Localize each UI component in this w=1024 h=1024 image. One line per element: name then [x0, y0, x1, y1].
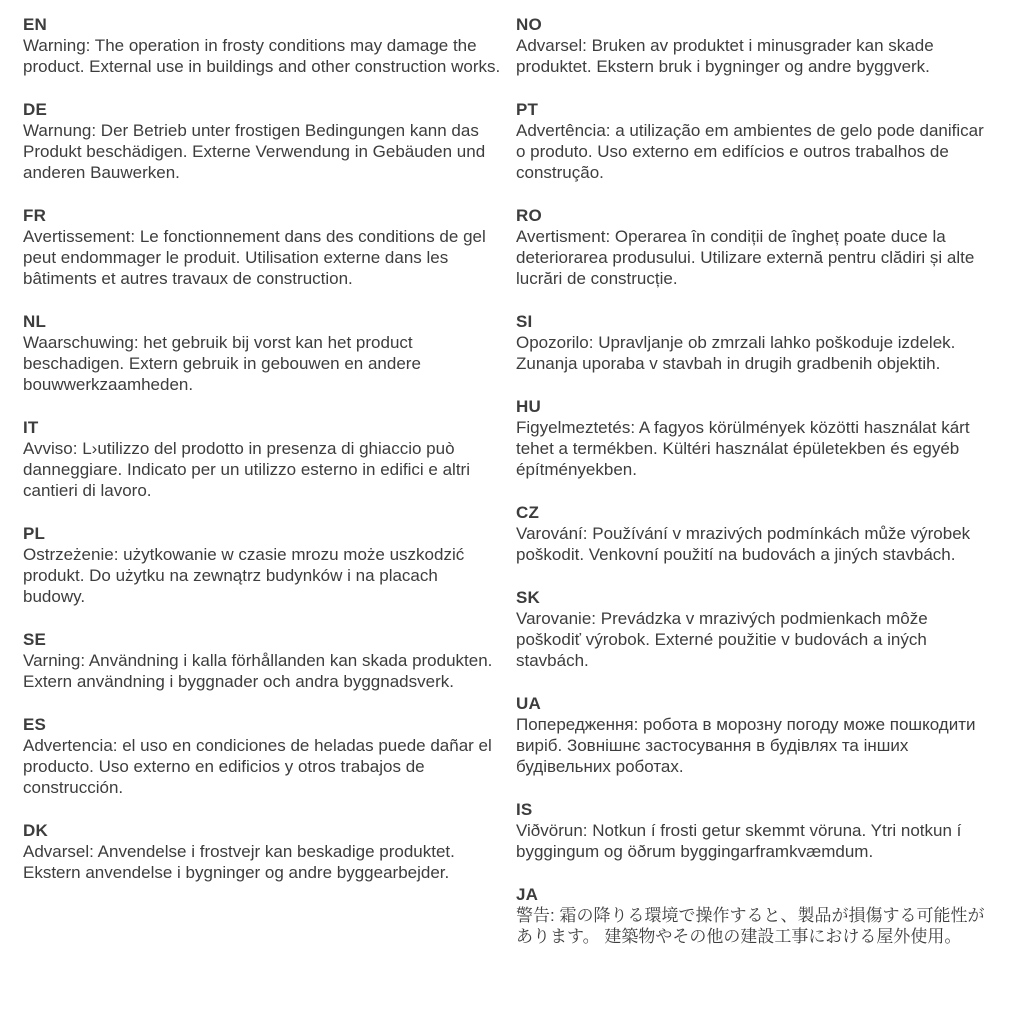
- lang-section-es: [23, 714, 503, 798]
- lang-section-ua: [516, 693, 996, 777]
- warning-text-is: Viðvörun: Notkun í frosti getur skemmt vöruna. Ytri notkun í byggingum og öðrum byggingarframkvæmdum.: [516, 821, 962, 861]
- warning-text-de: Warnung: Der Betrieb unter frostigen Bedingungen kann das Produkt beschädigen. Externe Verwendung in Gebäuden und anderen Bauwerken.: [23, 121, 486, 182]
- column-left: [23, 14, 503, 905]
- lang-section-ja: [516, 884, 996, 947]
- lang-code-pl: PL: [23, 524, 46, 543]
- warning-notice-page: [23, 14, 996, 969]
- lang-section-ro: [516, 205, 996, 289]
- lang-section-si: [516, 311, 996, 374]
- lang-code-si: SI: [516, 312, 533, 331]
- warning-text-en: Warning: The operation in frosty conditions may damage the product. External use in buildings and other construction works.: [23, 36, 501, 76]
- lang-section-hu: [516, 396, 996, 480]
- lang-code-ro: RO: [516, 206, 542, 225]
- lang-code-en: EN: [23, 15, 48, 34]
- lang-code-dk: DK: [23, 821, 48, 840]
- warning-text-it: Avviso: L›utilizzo del prodotto in presenza di ghiaccio può danneggiare. Indicato per un utilizzo esterno in edifici e altri cantieri di lavoro.: [23, 439, 470, 500]
- warning-text-no: Advarsel: Bruken av produktet i minusgrader kan skade produktet. Ekstern bruk i bygninger og andre byggverk.: [516, 36, 934, 76]
- lang-code-es: ES: [23, 715, 47, 734]
- lang-section-no: [516, 14, 996, 77]
- lang-section-se: [23, 629, 503, 692]
- lang-code-ja: JA: [516, 885, 539, 904]
- warning-text-sk: Varovanie: Prevádzka v mrazivých podmienkach môže poškodiť výrobok. Externé použitie v budovách a iných stavbách.: [516, 609, 928, 670]
- lang-code-ua: UA: [516, 694, 541, 713]
- lang-section-de: [23, 99, 503, 183]
- warning-text-es: Advertencia: el uso en condiciones de heladas puede dañar el producto. Uso externo en edificios y otros trabajos de construcción.: [23, 736, 492, 797]
- lang-code-fr: FR: [23, 206, 47, 225]
- warning-text-ua: Попередження: робота в морозну погоду може пошкодити виріб. Зовнішнє застосування в будівлях та інших будівельних роботах.: [516, 715, 976, 776]
- lang-code-nl: NL: [23, 312, 47, 331]
- warning-text-pl: Ostrzeżenie: użytkowanie w czasie mrozu może uszkodzić produkt. Do użytku na zewnątrz budynków i na placach budowy.: [23, 545, 465, 606]
- warning-text-nl: Waarschuwing: het gebruik bij vorst kan het product beschadigen. Extern gebruik in gebouwen en andere bouwwerkzaamheden.: [23, 333, 421, 394]
- lang-code-pt: PT: [516, 100, 539, 119]
- warning-text-ja: 警告: 霜の降りる環境で操作すると、製品が損傷する可能性があります。 建築物やその他の建設工事における屋外使用。: [516, 906, 985, 946]
- lang-section-it: [23, 417, 503, 501]
- warning-text-si: Opozorilo: Upravljanje ob zmrzali lahko poškoduje izdelek. Zunanja uporaba v stavbah in drugih gradbenih objektih.: [516, 333, 956, 373]
- lang-section-sk: [516, 587, 996, 671]
- lang-section-cz: [516, 502, 996, 565]
- warning-text-dk: Advarsel: Anvendelse i frostvejr kan beskadige produktet. Ekstern anvendelse i bygninger og andre byggearbejder.: [23, 842, 455, 882]
- warning-text-pt: Advertência: a utilização em ambientes de gelo pode danificar o produto. Uso externo em edifícios e outros trabalhos de construção.: [516, 121, 984, 182]
- warning-text-fr: Avertissement: Le fonctionnement dans des conditions de gel peut endommager le produit. Utilisation externe dans les bâtiments et autres travaux de construction.: [23, 227, 486, 288]
- lang-code-is: IS: [516, 800, 533, 819]
- lang-section-en: [23, 14, 503, 77]
- column-right: [516, 14, 996, 969]
- lang-code-cz: CZ: [516, 503, 540, 522]
- lang-code-de: DE: [23, 100, 48, 119]
- lang-code-it: IT: [23, 418, 39, 437]
- lang-section-pt: [516, 99, 996, 183]
- lang-code-hu: HU: [516, 397, 541, 416]
- lang-code-sk: SK: [516, 588, 541, 607]
- lang-code-se: SE: [23, 630, 47, 649]
- lang-code-no: NO: [516, 15, 542, 34]
- warning-text-cz: Varování: Používání v mrazivých podmínkách může výrobek poškodit. Venkovní použití na budovách a jiných stavbách.: [516, 524, 971, 564]
- lang-section-pl: [23, 523, 503, 607]
- lang-section-nl: [23, 311, 503, 395]
- lang-section-dk: [23, 820, 503, 883]
- warning-text-ro: Avertisment: Operarea în condiții de îngheț poate duce la deteriorarea produsului. Utilizare externă pentru clădiri și alte lucrări de construcție.: [516, 227, 975, 288]
- lang-section-fr: [23, 205, 503, 289]
- warning-text-se: Varning: Användning i kalla förhållanden kan skada produkten. Extern användning i byggnader och andra byggnadsverk.: [23, 651, 493, 691]
- warning-text-hu: Figyelmeztetés: A fagyos körülmények közötti használat kárt tehet a termékben. Kültéri használat épületekben és egyéb építményekben.: [516, 418, 970, 479]
- lang-section-is: [516, 799, 996, 862]
